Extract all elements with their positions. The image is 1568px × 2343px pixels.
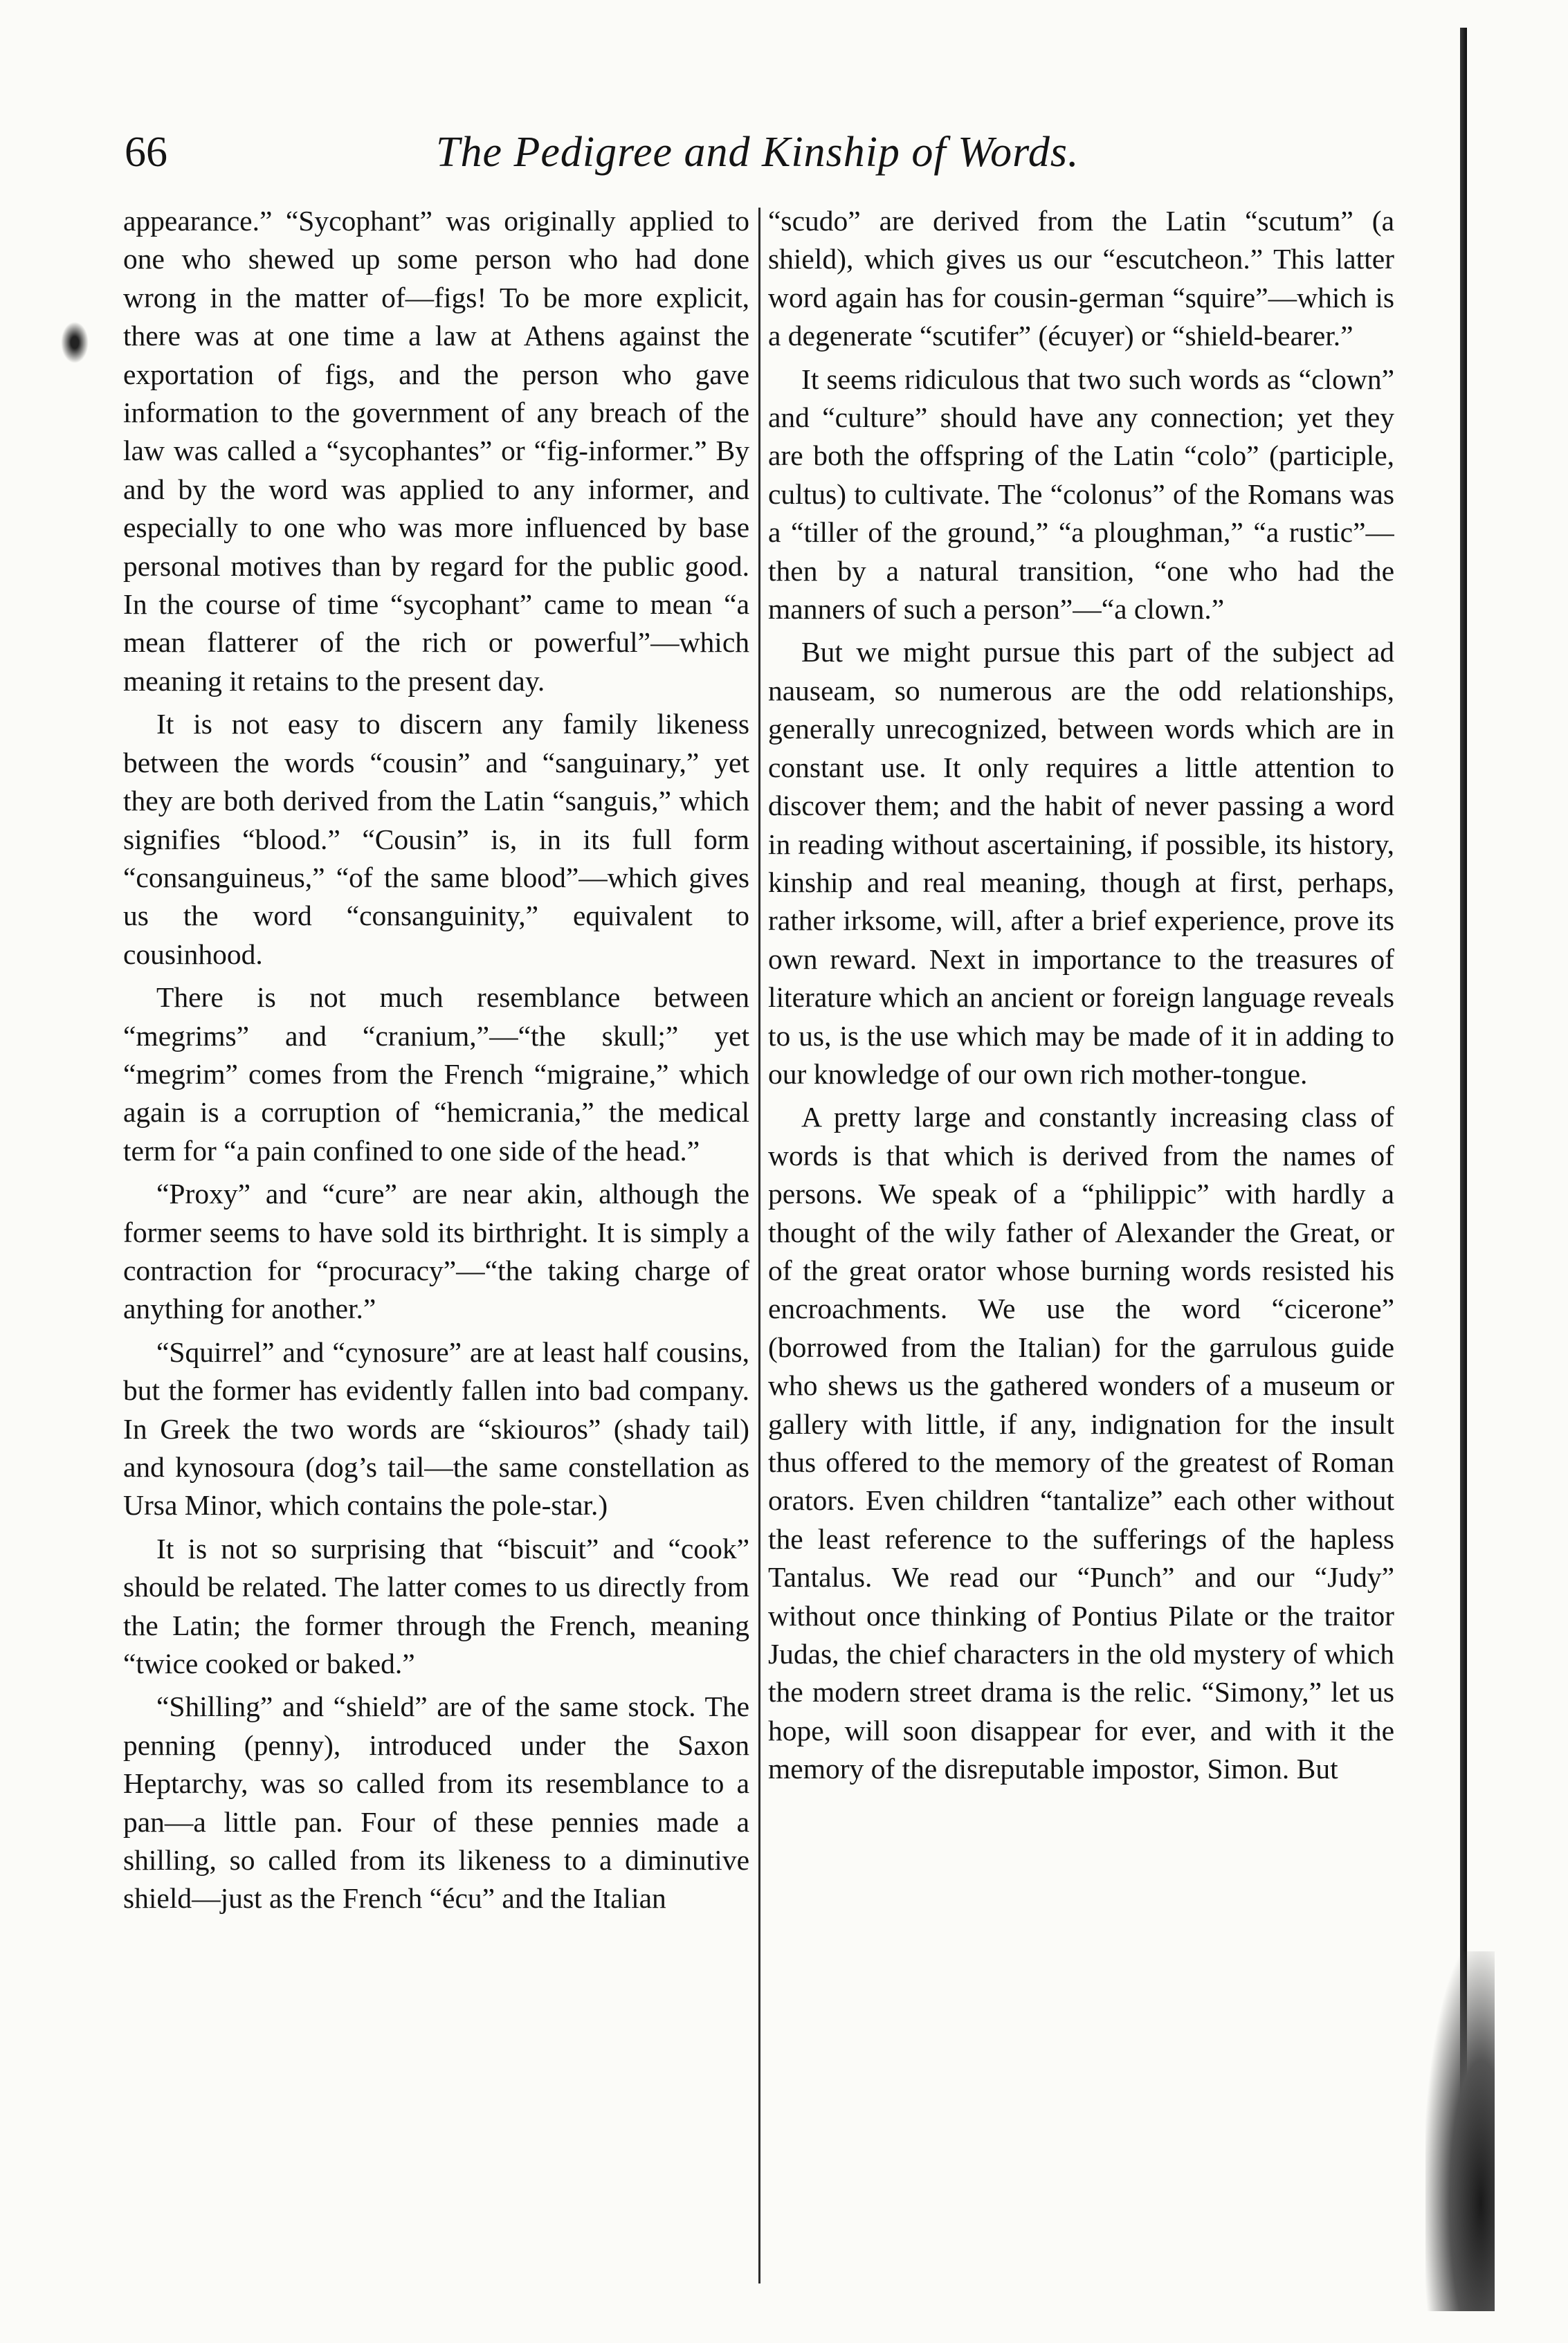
right-column — [768, 202, 1394, 2292]
paragraph: But we might pursue this part of the subject ad nauseam, so numerous are the odd relationships, generally unrecognized, between words which are in constant use. It only requires a little attention to discover them; and the habit of never passing a word in reading without ascertaining, if possible, its history, kinship and real meaning, though at first, perhaps, rather irksome, will, after a brief experience, prove its own reward. Next in importance to the treasures of literature which an ancient or foreign language reveals to us, is the use which may be made of it in adding to our knowledge of our own rich mother-tongue. — [768, 636, 1394, 1090]
page-number: 66 — [125, 129, 167, 176]
paragraph: There is not much resemblance between “megrims” and “cranium,”—“the skull;” yet “megrim” comes from the French “migraine,” which again is a corruption of “hemicrania,” the medical term for “a pain confined to one side of the head.” — [123, 981, 749, 1167]
running-title: The Pedigree and Kinship of Words. — [436, 129, 1079, 176]
paragraph: “Shilling” and “shield” are of the same stock. The penning (penny), introduced under the Saxon Heptarchy, was so called from its resemblance to a pan—a little pan. Four of these pennies made a shilling, so called from its likeness to a diminutive shield—just as the French “écu” and the Italian — [123, 1690, 749, 1915]
paragraph: “scudo” are derived from the Latin “scutum” (a shield), which gives us our “escutcheon.” This latter word again has for cousin-german “squire”—which is a degenerate “scutifer” (écuyer) or “shield-bearer.” — [768, 205, 1394, 352]
ink-blot — [61, 322, 89, 363]
paragraph: It seems ridiculous that two such words as “clown” and “culture” should have any connection; yet they are both the offspring of the Latin “colo” (participle, cultus) to cultivate. The “colonus” of the Romans was a “tiller of the ground,” “a ploughman,” “a rustic”—then by a natural transition, “one who had the manners of such a person”—“a clown.” — [768, 363, 1394, 626]
page-header — [125, 128, 1398, 190]
paragraph: It is not so surprising that “biscuit” and “cook” should be related. The latter comes to us directly from the Latin; the former through the French, meaning “twice cooked or baked.” — [123, 1532, 749, 1680]
left-column — [123, 202, 749, 2292]
column-divider — [758, 208, 760, 2283]
paragraph: A pretty large and constantly increasing class of words is that which is derived from the names of persons. We speak of a “philippic” with hardly a thought of the wily father of Alexander the Great, or of the great orator whose burning words resisted his encroachments. We use the word “cicerone” (borrowed from the Italian) for the garrulous guide who shews us the gathered wonders of a museum or gallery with little, if any, indignation for the insult thus offered to the memory of the greatest of Roman orators. Even children “tantalize” each other without the least reference to the sufferings of the hapless Tantalus. We read our “Punch” and our “Judy” without once thinking of Pontius Pilate or the traitor Judas, the chief characters in the old mystery of which the modern street drama is the relic. “Simony,” let us hope, will soon disappear for ever, and with it the memory of the disreputable impostor, Simon. But — [768, 1101, 1394, 1785]
paragraph: “Proxy” and “cure” are near akin, although the former seems to have sold its birthright. It is simply a contraction for “procuracy”—“the taking charge of anything for another.” — [123, 1178, 749, 1325]
page-shadow — [1425, 1951, 1495, 2311]
paragraph: appearance.” “Sycophant” was originally applied to one who shewed up some person who had done wrong in the matter of—figs! To be more explicit, there was at one time a law at Athens against the exportation of figs, and the person who gave information to the government of any breach of the law was called a “sycophantes” or “fig-informer.” By and by the word was applied to any informer, and especially to one who was more influenced by base personal motives than by regard for the public good. In the course of time “sycophant” came to mean “a mean flatterer of the rich or powerful”—which meaning it retains to the present day. — [123, 205, 749, 697]
paragraph: It is not easy to discern any family likeness between the words “cousin” and “sanguinary,” yet they are both derived from the Latin “sanguis,” which signifies “blood.” “Cousin” is, in its full form “consanguineus,” “of the same blood”—which gives us the word “consanguinity,” equivalent to cousinhood. — [123, 708, 749, 970]
paragraph: “Squirrel” and “cynosure” are at least half cousins, but the former has evidently fallen into bad company. In Greek the two words are “skiouros” (shady tail) and kynosoura (dog’s tail—the same constellation as Ursa Minor, which contains the pole-star.) — [123, 1335, 749, 1522]
